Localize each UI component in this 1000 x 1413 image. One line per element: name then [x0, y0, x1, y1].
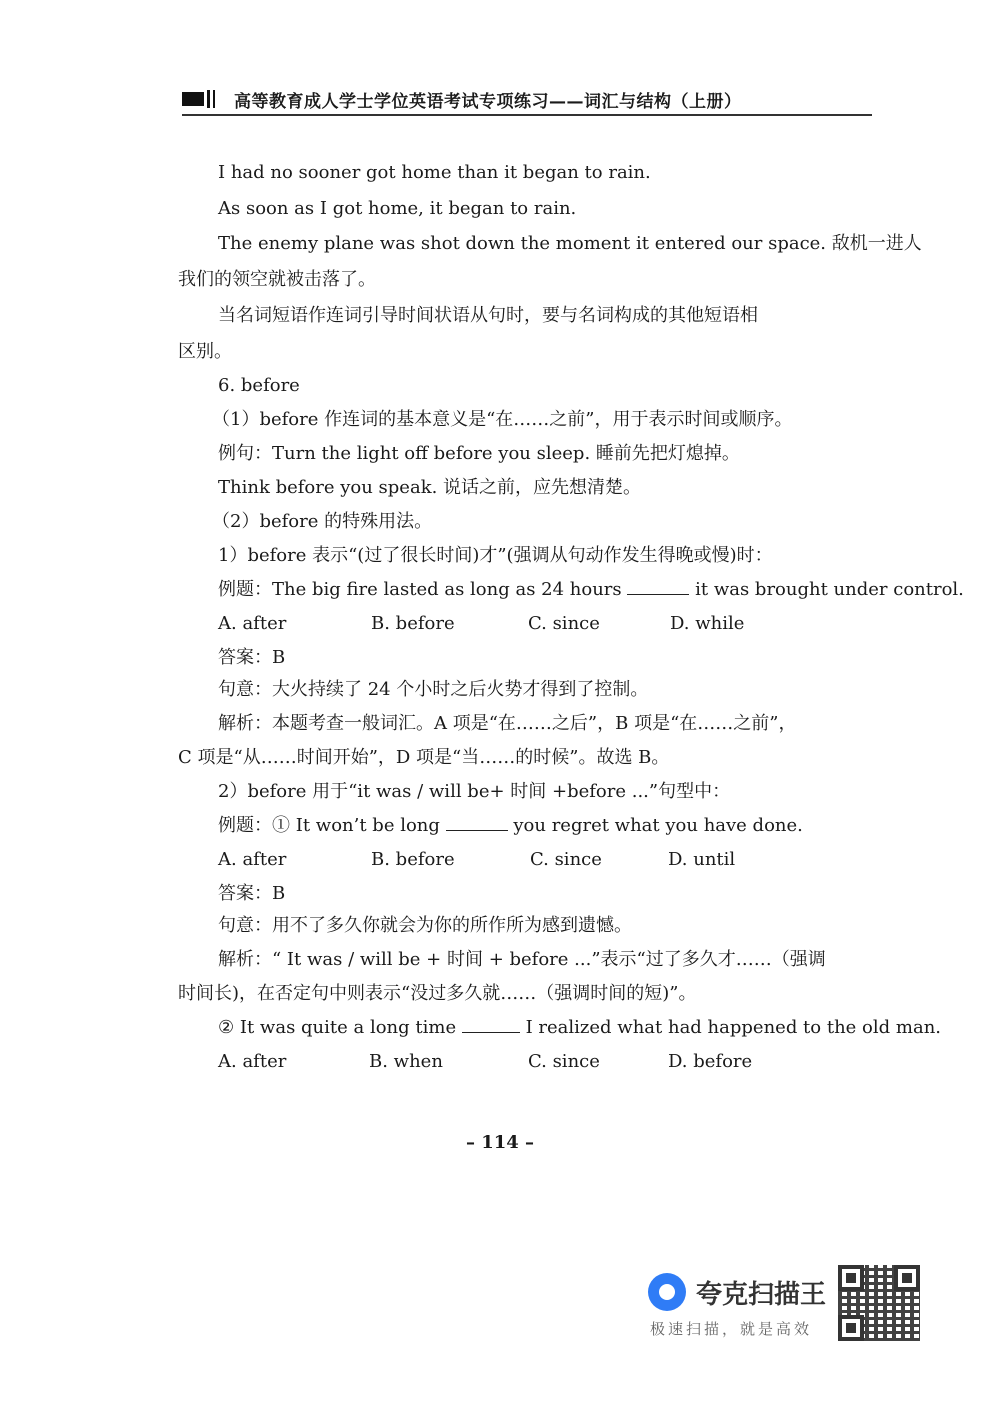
answer-blank [446, 816, 508, 831]
running-header [182, 84, 872, 116]
usage-1-heading: 1）before 表示“(过了很长时间)才”(强调从句动作发生得晚或慢)时： [218, 545, 773, 566]
question-2 [218, 814, 803, 838]
example-line-2: Think before you speak. 说话之前，应先想清楚。 [218, 477, 642, 498]
option-d: D. before [668, 1051, 753, 1072]
qr-code-icon [838, 1265, 920, 1341]
answer-blank [627, 580, 689, 595]
meaning-1: 句意：大火持续了 24 个小时之后火势才得到了控制。 [218, 679, 649, 700]
analysis-1: 解析：本题考查一般词汇。A 项是“在……之后”，B 项是“在……之前”， [218, 713, 797, 734]
header-decoration [182, 92, 204, 106]
question-3 [218, 1016, 941, 1040]
qr-finder [894, 1265, 920, 1291]
note-paragraph: 当名词短语作连词引导时间状语从句时，要与名词构成的其他短语相 [218, 305, 758, 326]
header-decoration-bar-thin [213, 90, 215, 108]
watermark-slogan: 极速扫描，就是高效 [650, 1320, 813, 1338]
question-3-stem: ② It was quite a long time [218, 1017, 457, 1038]
header-title: 高等教育成人学士学位英语考试专项练习——词汇与结构（上册） [234, 92, 742, 112]
subsection-2: （2）before 的特殊用法。 [212, 511, 433, 532]
scanner-logo-icon [648, 1273, 686, 1311]
question-2-stem: 例题：① It won’t be long [218, 815, 440, 836]
analysis-2-cont: 时间长)，在否定句中则表示“没过多久就……（强调时间的短)”。 [178, 983, 697, 1004]
question-3-tail: I realized what had happened to the old man. [525, 1017, 942, 1038]
example-line: 例句：Turn the light off before you sleep. 睡前先把灯熄掉。 [218, 443, 740, 464]
option-c: C. since [528, 613, 600, 634]
option-c: C. since [528, 1051, 600, 1072]
example-sentence-3-cont: 我们的领空就被击落了。 [178, 269, 376, 290]
answer-2: 答案：B [218, 883, 286, 904]
analysis-1-cont: C 项是“从……时间开始”，D 项是“当……的时候”。故选 B。 [178, 747, 670, 768]
option-a: A. after [218, 613, 287, 634]
example-sentence-1: I had no sooner got home than it began to rain. [218, 162, 651, 183]
option-a: A. after [218, 849, 287, 870]
option-b: B. before [371, 613, 455, 634]
example-sentence-2: As soon as I got home, it began to rain. [218, 198, 577, 219]
example-sentence-3: The enemy plane was shot down the moment it entered our space. 敌机一进人 [218, 233, 922, 254]
qr-finder [838, 1315, 864, 1341]
answer-1: 答案：B [218, 647, 286, 668]
analysis-2: 解析：“ It was / will be + 时间 + before ...”表示“过了多久才……（强调 [218, 949, 826, 970]
question-1-tail: it was brought under control. [695, 579, 964, 600]
meaning-2: 句意：用不了多久你就会为你的所作所为感到遗憾。 [218, 915, 632, 936]
answer-blank [462, 1018, 520, 1033]
option-d: D. while [670, 613, 745, 634]
qr-finder [838, 1265, 864, 1291]
question-1-stem: 例题：The big fire lasted as long as 24 hours [218, 579, 622, 600]
option-a: A. after [218, 1051, 287, 1072]
question-1 [218, 578, 964, 602]
section-heading: 6. before [218, 375, 300, 396]
subsection-1: （1）before 作连词的基本意义是“在……之前”，用于表示时间或顺序。 [212, 409, 793, 430]
usage-2-heading: 2）before 用于“it was / will be+ 时间 +before ...”句型中： [218, 781, 731, 802]
note-paragraph-cont: 区别。 [178, 341, 232, 362]
option-d: D. until [668, 849, 736, 870]
page-number: – 114 – [465, 1132, 535, 1153]
header-decoration-bar [207, 90, 210, 108]
watermark-name: 夸克扫描王 [696, 1280, 827, 1310]
option-b: B. before [371, 849, 455, 870]
option-c: C. since [530, 849, 602, 870]
question-2-tail: you regret what you have done. [513, 815, 803, 836]
option-b: B. when [369, 1051, 443, 1072]
